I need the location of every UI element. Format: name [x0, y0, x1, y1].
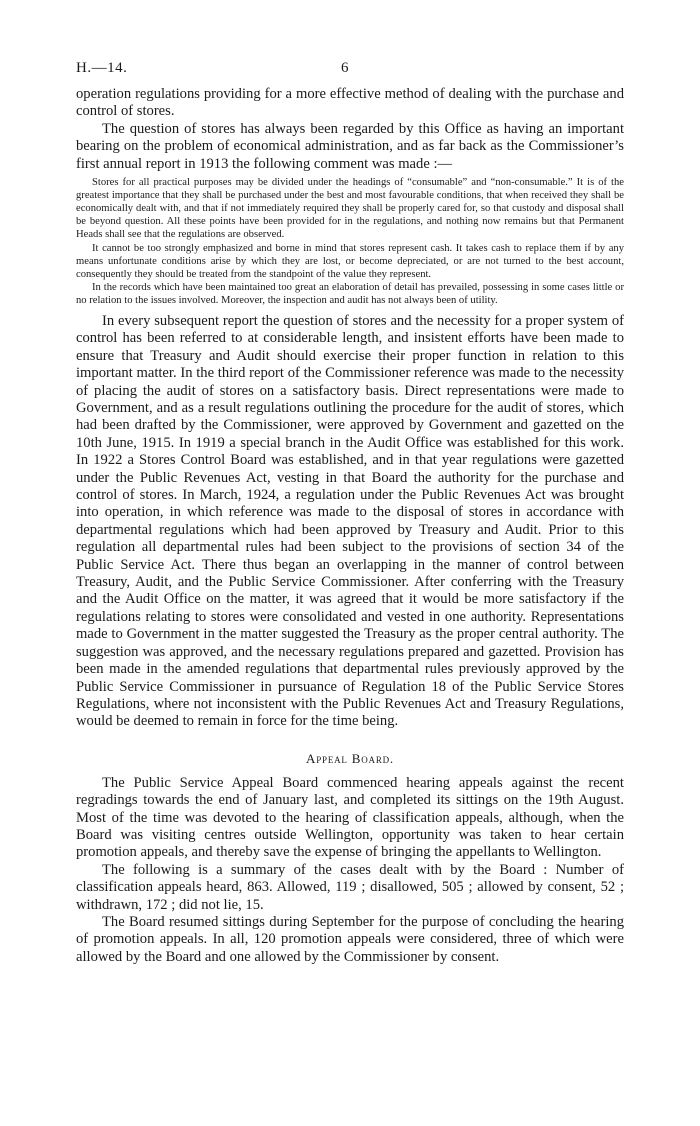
- page-header: [76, 60, 624, 86]
- quote-paragraph: It cannot be too strongly emphasized and borne in mind that stores represent cash. It takes cash to replace them if by any means unfortunate conditions arise by which they are lost, or become depreciated, or are not turned to the best account, consequently they should be treated from the standpoint of the value they represent.: [76, 242, 624, 280]
- paragraph-appeal-summary: The following is a summary of the cases dealt with by the Board : Number of classification appeals heard, 863. Allowed, 119 ; disallowed, 505 ; allowed by consent, 52 ; withdrawn, 172 ; did not lie, 15.: [76, 861, 624, 913]
- section-heading-appeal-board: Appeal Board.: [306, 750, 394, 766]
- quote-paragraph: Stores for all practical purposes may be divided under the headings of “consumable” and “non-consumable.” It is of the greatest importance that they shall be purchased under the best and most favourable conditions, that when received they shall be economically dealt with, and that if not immediately required they shall be properly cared for, so that custody and disposal shall be beyond question. All these points have been provided for in the regulations, and nothing now remains but that Permanent Heads shall see that the regulations are observed.: [76, 177, 624, 241]
- page-number: 6: [341, 60, 349, 76]
- paragraph-promotion-appeals: The Board resumed sittings during September for the purpose of concluding the hearing of promotion appeals. In all, 120 promotion appeals were considered, three of which were allowed by the Board and one allowed by the Commissioner by consent.: [76, 913, 624, 965]
- paragraph-stores-control: In every subsequent report the question of stores and the necessity for a proper system of control has been referred to at considerable length, and insistent efforts have been made to ensure that Treasury and Audit should exercise their proper function in relation to this important matter. In the third report of the Commissioner reference was made to the necessity of placing the audit of stores on a satisfactory basis. Direct representations were made to Government, and as a result regulations outlining the procedure for the audit of stores, which had been drafted by the Commissioner, were approved by Government and gazetted on the 10th June, 1915. In 1919 a special branch in the Audit Office was established for this work. In 1922 a Stores Control Board was established, and in that year regulations were gazetted under the Public Revenues Act, vesting in that Board the authority for the purchase and control of stores. In March, 1924, a regulation under the Public Revenues Act was brought into operation, in which reference was made to the disposal of stores in accordance with departmental regulations which had been approved by Treasury and Audit. Prior to this regulation all departmental rules had been subject to the provisions of section 34 of the Public Service Act. There thus began an overlapping in the manner of control between Treasury, Audit, and the Public Service Commissioner. After conferring with the Treasury and the Audit Office on the matter, it was agreed that it would be more satisfactory if the regulations relating to stores were consolidated and vested in one authority. Representations made to Government in the matter suggested the Treasury as the proper central authority. The suggestion was approved, and the necessary regulations prepared and gazetted. Provision has been made in the amended regulations that departmental rules previously approved by the Public Service Commissioner in pursuance of Regulation 18 of the Public Service Stores Regulations, where not inconsistent with the Public Revenues Act and Treasury Regulations, would be deemed to remain in force for the time being.: [76, 312, 624, 730]
- paragraph-stores-question: The question of stores has always been regarded by this Office as having an important bearing on the problem of economical administration, and as far back as the Commissioner’s first annual report in 1913 the following comment was made :—: [76, 120, 624, 172]
- document-reference: H.—14.: [76, 60, 128, 76]
- paragraph-continuation: operation regulations providing for a more effective method of dealing with the purchase and control of stores.: [76, 86, 624, 120]
- quote-paragraph: In the records which have been maintained too great an elaboration of detail has prevailed, possessing in some cases little or no relation to the issues involved. Moreover, the inspection and audit has not always been of utility.: [76, 281, 624, 306]
- quoted-comment: [76, 176, 624, 307]
- paragraph-appeal-hearings: The Public Service Appeal Board commenced hearing appeals against the recent regradings towards the end of January last, and completed its sittings on the 19th August. Most of the time was devoted to the hearing of classification appeals, although, when the Board was visiting centres outside Wellington, opportunity was taken to hear certain promotion appeals, and thereby save the expense of bringing the appellants to Wellington.: [76, 774, 624, 861]
